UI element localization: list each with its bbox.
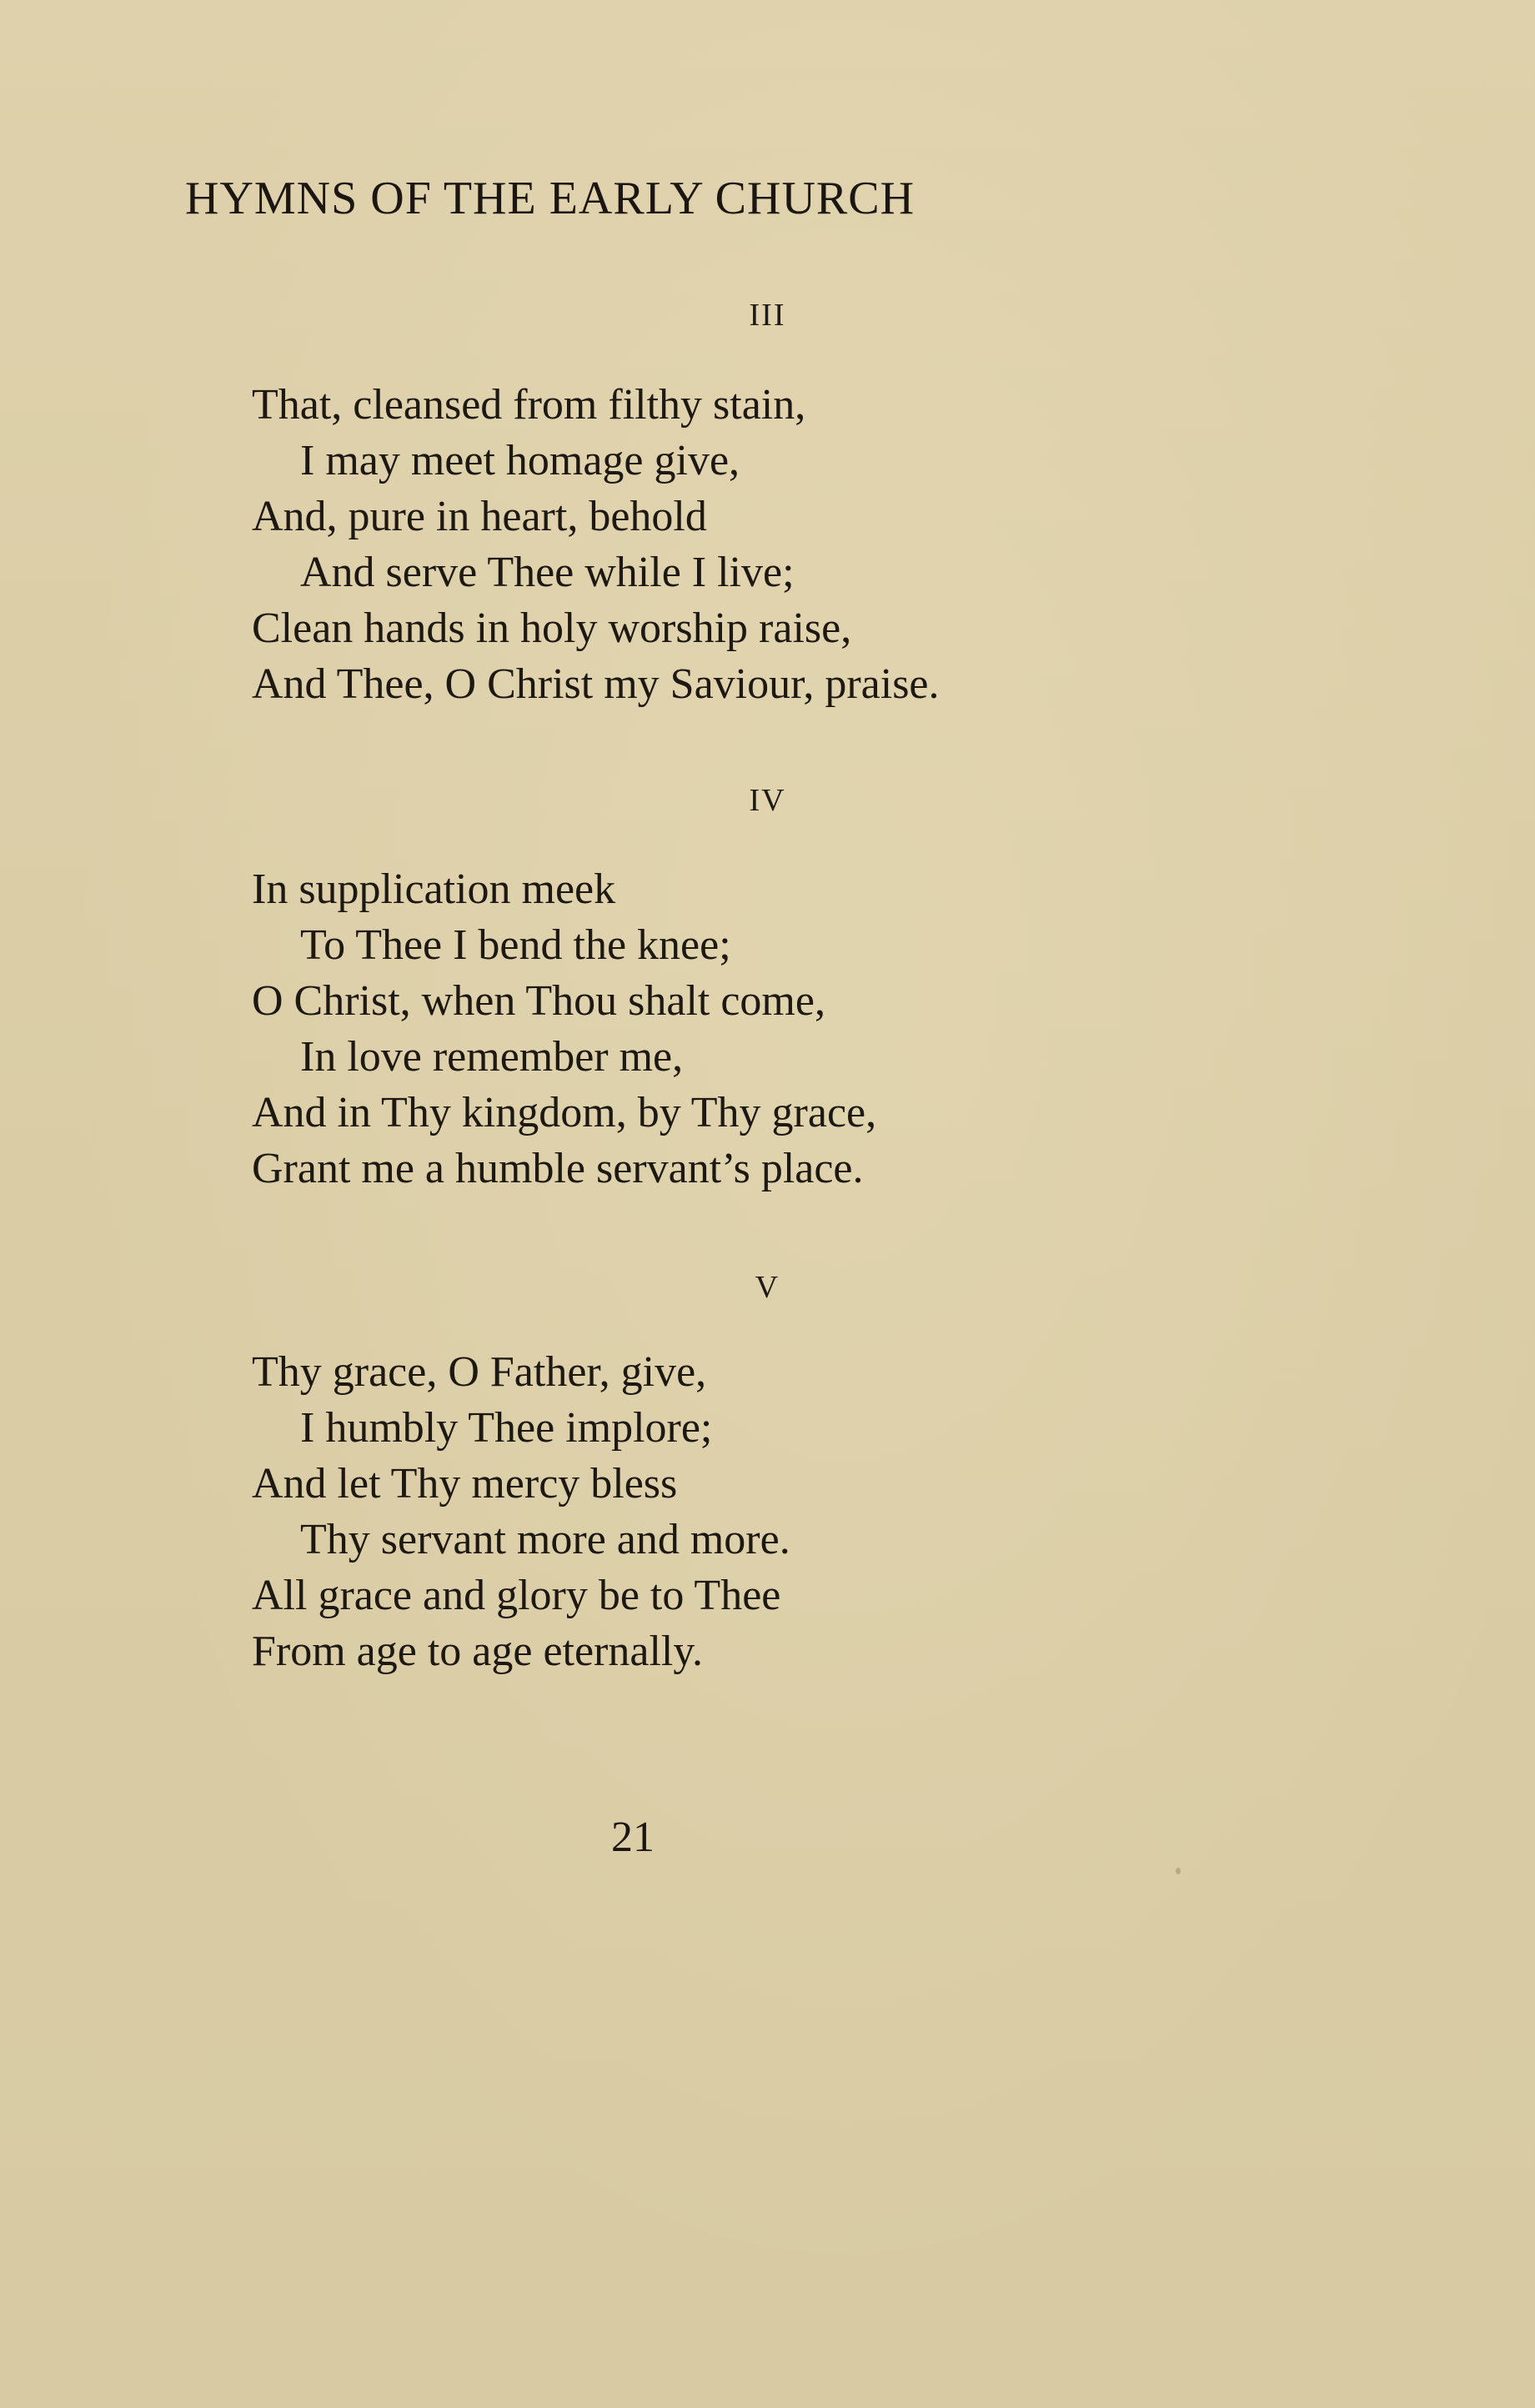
verse-line: I may meet homage give,	[300, 437, 740, 484]
verse-line: And Thee, O Christ my Saviour, praise.	[252, 660, 940, 708]
verse-line: And let Thy mercy bless	[252, 1460, 678, 1508]
stanza-iii	[252, 377, 1169, 712]
verse-line: To Thee I bend the knee;	[300, 921, 731, 969]
verse-line: And in Thy kingdom, by Thy grace,	[252, 1089, 877, 1136]
verse-line: From age to age eternally.	[252, 1628, 703, 1675]
stanza-number-iv: IV	[749, 783, 786, 818]
verse-line: O Christ, when Thou shalt come,	[252, 977, 825, 1025]
running-head: HYMNS OF THE EARLY CHURCH	[185, 173, 915, 224]
verse-line: In supplication meek	[252, 865, 616, 913]
verse-line: I humbly Thee implore;	[300, 1404, 713, 1452]
verse-line: In love remember me,	[300, 1033, 684, 1081]
paper-speck	[1176, 1868, 1181, 1874]
verse-line: Grant me a humble servant’s place.	[252, 1145, 864, 1192]
stanza-v	[252, 1344, 1169, 1679]
verse-line: Clean hands in holy worship raise,	[252, 605, 852, 652]
stanza-number-v: V	[755, 1270, 780, 1305]
stanza-iv	[252, 861, 1169, 1196]
verse-line: That, cleansed from filthy stain,	[252, 381, 806, 429]
verse-line: And serve Thee while I live;	[300, 549, 795, 596]
verse-line: And, pure in heart, behold	[252, 493, 707, 540]
verse-line: Thy servant more and more.	[300, 1516, 790, 1563]
stanza-number-iii: III	[749, 298, 786, 333]
page-number: 21	[611, 1814, 655, 1861]
verse-line: All grace and glory be to Thee	[252, 1572, 781, 1619]
verse-line: Thy grace, O Father, give,	[252, 1348, 707, 1396]
